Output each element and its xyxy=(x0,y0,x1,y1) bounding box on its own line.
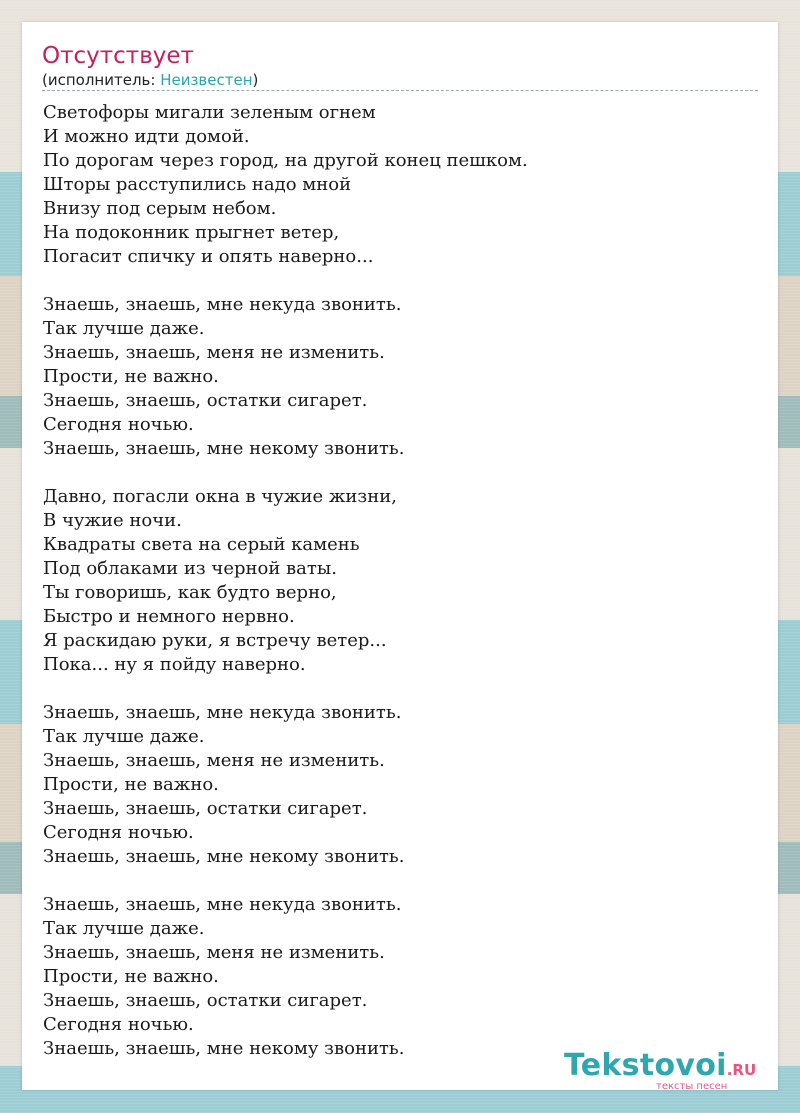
lyric-line: Сегодня ночью. xyxy=(43,414,194,435)
lyric-line: Знаешь, знаешь, остатки сигарет. xyxy=(43,990,368,1011)
logo-main-text: Tekstovoi xyxy=(564,1048,727,1083)
lyric-line: Знаешь, знаешь, меня не изменить. xyxy=(43,342,385,363)
lyric-line: Сегодня ночью. xyxy=(43,1014,194,1035)
lyric-line: Так лучше даже. xyxy=(43,918,205,939)
lyric-line: Ты говоришь, как будто верно, xyxy=(43,582,337,603)
stanza-gap xyxy=(43,677,758,701)
lyrics-card xyxy=(22,22,778,1090)
lyric-line: Быстро и немного нервно. xyxy=(43,606,295,627)
artist-suffix: ) xyxy=(252,71,259,89)
lyric-line: Внизу под серым небом. xyxy=(43,198,277,219)
lyric-line: Прости, не важно. xyxy=(43,366,219,387)
stanza-gap xyxy=(43,269,758,293)
stanza-gap xyxy=(43,461,758,485)
artist-link[interactable]: Неизвестен xyxy=(160,71,253,89)
lyric-line: Я раскидаю руки, я встречу ветер... xyxy=(43,630,387,651)
stanza-gap xyxy=(43,869,758,893)
lyric-line: Прости, не важно. xyxy=(43,966,219,987)
lyric-line: Погасит спичку и опять наверно... xyxy=(43,246,374,267)
artist-line xyxy=(42,71,258,89)
title-divider xyxy=(42,90,758,91)
lyric-line: Знаешь, знаешь, остатки сигарет. xyxy=(43,390,368,411)
artist-prefix: (исполнитель: xyxy=(42,71,161,89)
lyric-line: Так лучше даже. xyxy=(43,726,205,747)
lyric-line: Знаешь, знаешь, мне некуда звонить. xyxy=(43,294,402,315)
lyric-line: Под облаками из черной ваты. xyxy=(43,558,337,579)
lyric-line: Знаешь, знаешь, меня не изменить. xyxy=(43,942,385,963)
lyric-line: Шторы расступились надо мной xyxy=(43,174,352,195)
lyric-line: Сегодня ночью. xyxy=(43,822,194,843)
lyric-line: По дорогам через город, на другой конец пешком. xyxy=(43,150,528,171)
lyric-line: Квадраты света на серый камень xyxy=(43,534,360,555)
lyric-line: Давно, погасли окна в чужие жизни, xyxy=(43,486,397,507)
lyric-line: В чужие ночи. xyxy=(43,510,182,531)
lyric-line: Знаешь, знаешь, меня не изменить. xyxy=(43,750,385,771)
lyric-line: Светофоры мигали зеленым огнем xyxy=(43,102,376,123)
logo-tagline: тексты песен xyxy=(656,1081,728,1092)
lyric-line: Пока... ну я пойду наверно. xyxy=(43,654,306,675)
logo-suffix: .RU xyxy=(726,1061,757,1079)
lyric-line: Прости, не важно. xyxy=(43,774,219,795)
song-title: Отсутствует xyxy=(42,43,194,69)
lyric-line: Знаешь, знаешь, мне некому звонить. xyxy=(43,438,405,459)
lyric-line: Знаешь, знаешь, мне некому звонить. xyxy=(43,846,405,867)
lyric-line: Знаешь, знаешь, мне некуда звонить. xyxy=(43,894,402,915)
lyric-line: Знаешь, знаешь, мне некому звонить. xyxy=(43,1038,405,1059)
site-logo[interactable] xyxy=(564,1049,769,1091)
lyrics-text xyxy=(43,101,758,1061)
lyric-line: Знаешь, знаешь, остатки сигарет. xyxy=(43,798,368,819)
lyric-line: И можно идти домой. xyxy=(43,126,250,147)
lyric-line: Так лучше даже. xyxy=(43,318,205,339)
lyric-line: На подоконник прыгнет ветер, xyxy=(43,222,340,243)
lyric-line: Знаешь, знаешь, мне некуда звонить. xyxy=(43,702,402,723)
